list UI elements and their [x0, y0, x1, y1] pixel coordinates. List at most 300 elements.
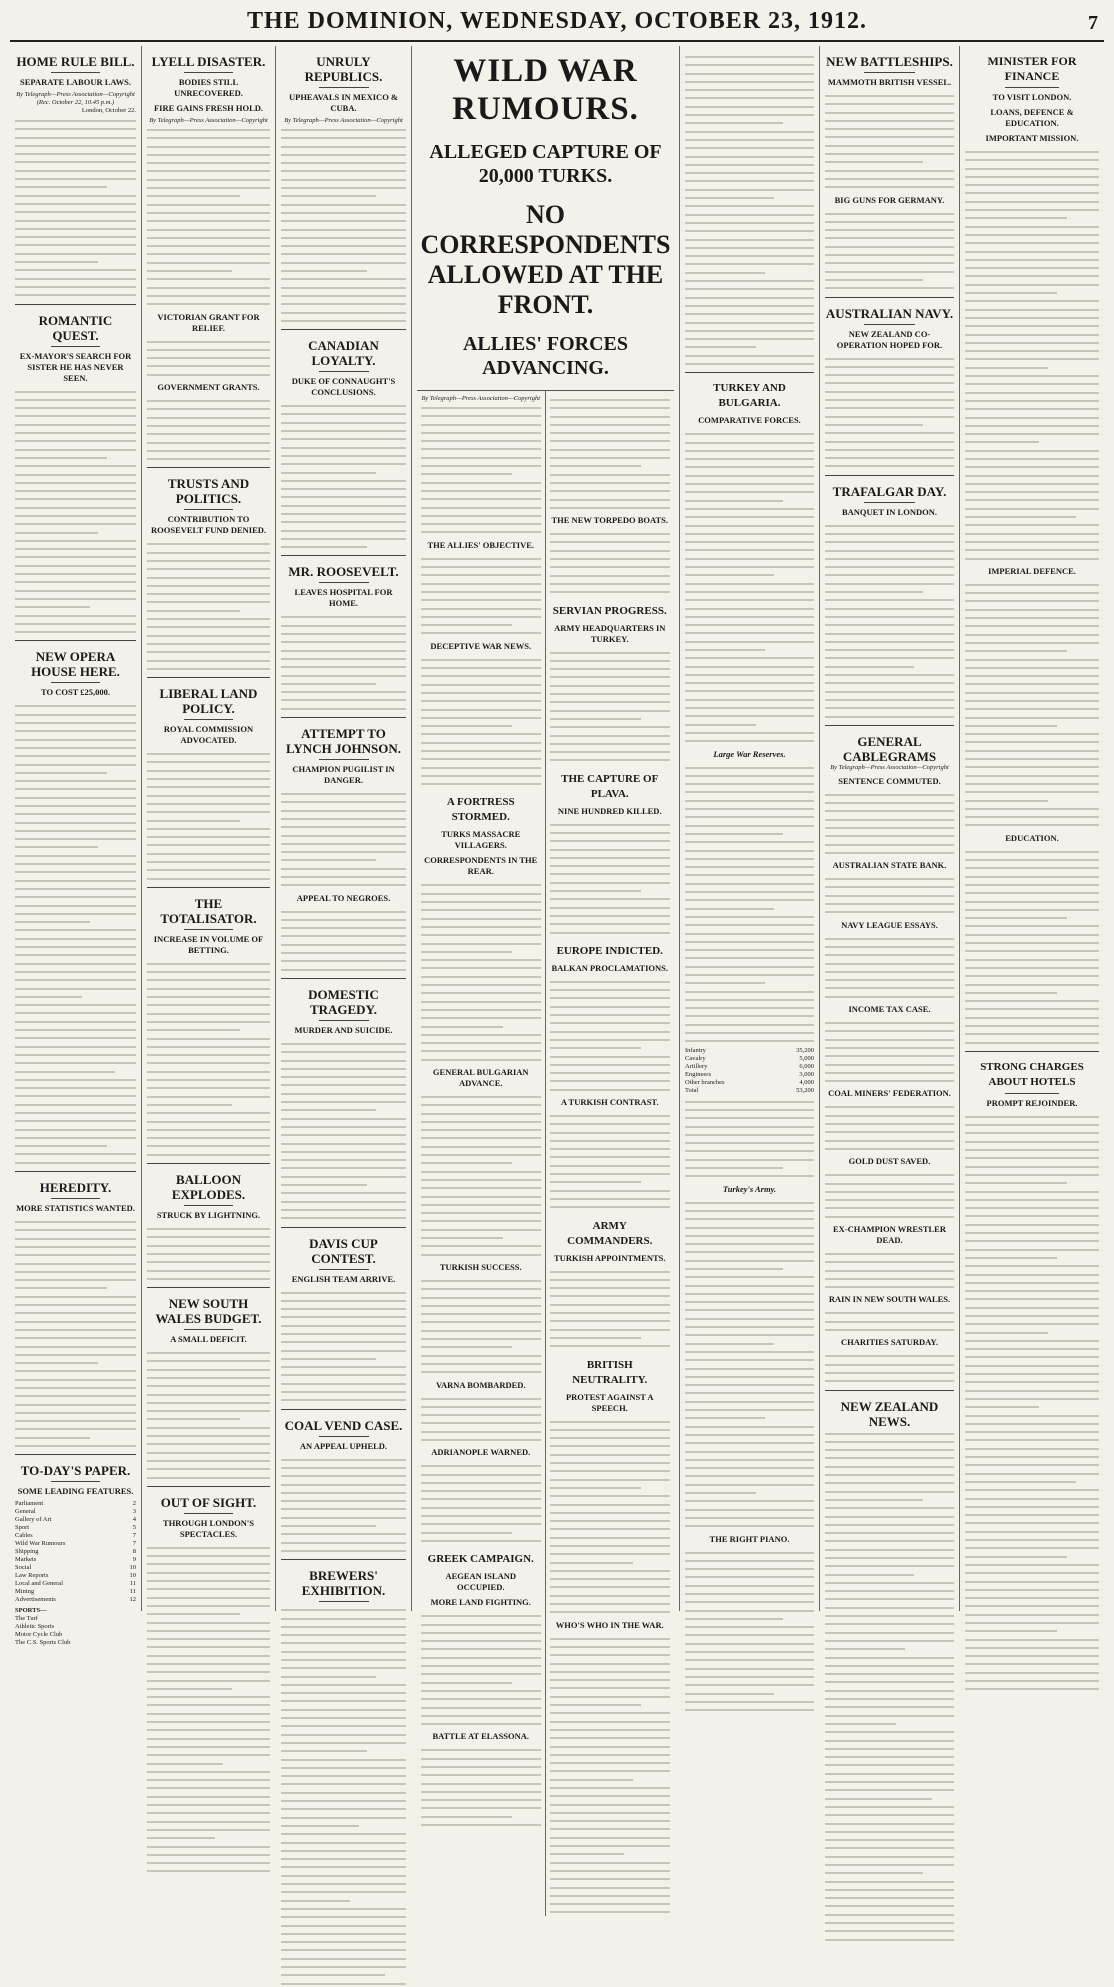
text-line	[685, 912, 814, 920]
contents-table	[15, 1500, 136, 1604]
text-line	[281, 1488, 406, 1496]
text-line	[421, 1669, 541, 1677]
text-line	[550, 529, 671, 537]
text-line	[147, 1133, 270, 1141]
article-text	[421, 1394, 541, 1444]
contents-label: Wild War Rumours	[15, 1540, 66, 1548]
article-text	[825, 874, 954, 915]
text-line	[550, 1725, 671, 1733]
text-line	[685, 1480, 814, 1488]
text-line	[281, 1721, 406, 1729]
text-line	[685, 268, 765, 276]
text-line	[685, 678, 814, 686]
article-text	[421, 1745, 541, 1828]
text-line	[965, 354, 1099, 362]
text-line	[965, 1203, 1099, 1211]
text-line	[147, 1356, 270, 1364]
text-line	[147, 1009, 270, 1017]
text-line	[965, 771, 1099, 779]
article-text	[281, 1605, 406, 1987]
text-line	[685, 1556, 814, 1564]
text-line	[685, 1639, 814, 1647]
text-line	[685, 210, 814, 218]
article-text	[421, 655, 541, 788]
text-line	[421, 428, 541, 436]
text-line	[685, 804, 814, 812]
text-line	[15, 701, 136, 709]
headline: BALLOON EXPLODES.	[171, 1172, 246, 1203]
contents-page: 11	[129, 1580, 136, 1588]
text-line	[685, 970, 814, 978]
text-line	[147, 1414, 240, 1422]
text-line	[421, 1754, 541, 1762]
text-line	[281, 1846, 406, 1854]
headline: HOME RULE BILL.	[16, 54, 135, 69]
text-line	[147, 1576, 270, 1584]
text-line	[281, 509, 406, 517]
text-line	[550, 1202, 671, 1210]
text-line	[281, 459, 406, 467]
text-line	[685, 143, 814, 151]
text-line	[15, 1308, 136, 1316]
text-line	[965, 1394, 1099, 1402]
contents-page: 7	[132, 1540, 136, 1548]
text-line	[281, 1672, 376, 1680]
text-line	[15, 116, 136, 124]
text-line	[281, 831, 406, 839]
text-line	[147, 774, 270, 782]
text-line	[15, 1416, 136, 1424]
text-line	[825, 1035, 954, 1043]
text-line	[825, 1827, 954, 1835]
text-line	[281, 1663, 406, 1671]
text-line	[147, 1125, 270, 1133]
text-line	[825, 99, 954, 107]
text-line	[281, 542, 367, 550]
text-line	[965, 1435, 1099, 1443]
subheadline: IMPERIAL DEFENCE.	[988, 565, 1076, 576]
text-line	[550, 861, 671, 869]
text-line	[550, 453, 671, 461]
text-line	[281, 1829, 406, 1837]
text-line	[825, 209, 954, 217]
text-line	[685, 771, 814, 779]
text-line	[550, 1733, 671, 1741]
text-line	[550, 1524, 671, 1532]
subheadline: PROTEST AGAINST A SPEECH.	[565, 1391, 654, 1413]
text-line	[825, 412, 954, 420]
text-line	[550, 755, 671, 763]
text-line	[147, 1473, 270, 1481]
text-line	[421, 461, 541, 469]
text-line	[147, 142, 270, 150]
text-line	[965, 1469, 1099, 1477]
text-line	[550, 1267, 671, 1275]
text-line	[281, 208, 406, 216]
text-line	[685, 854, 814, 862]
text-line	[281, 1929, 406, 1937]
text-line	[421, 1309, 541, 1317]
text-line	[421, 963, 541, 971]
text-line	[281, 1370, 406, 1378]
text-line	[281, 704, 406, 712]
text-line	[825, 983, 954, 991]
text-line	[965, 188, 1099, 196]
article-text	[825, 790, 954, 856]
text-line	[965, 371, 1099, 379]
text-line	[550, 579, 671, 587]
text-line	[421, 444, 541, 452]
text-line	[147, 581, 270, 589]
text-line	[965, 1336, 1099, 1344]
text-line	[281, 621, 406, 629]
text-line	[825, 242, 954, 250]
table-row	[15, 1524, 136, 1532]
text-line	[15, 892, 136, 900]
text-line	[15, 420, 136, 428]
text-line	[685, 1330, 814, 1338]
text-line	[147, 1241, 270, 1249]
text-line	[550, 1491, 671, 1499]
subheadline: SEPARATE LABOUR LAWS.	[20, 77, 131, 87]
text-line	[421, 1787, 541, 1795]
text-line	[685, 579, 814, 587]
text-line	[147, 1833, 215, 1841]
war-banner-correspondents: NO CORRESPONDENTS ALLOWED AT THE FRONT.	[420, 200, 671, 319]
subheadline: UPHEAVALS IN MEXICO & CUBA.	[288, 92, 399, 113]
text-line	[281, 646, 406, 654]
text-line	[421, 754, 541, 762]
text-line	[421, 1192, 541, 1200]
article-text	[550, 1111, 671, 1211]
text-line	[147, 1593, 270, 1601]
war-right-column	[546, 391, 675, 1916]
text-line	[281, 492, 406, 500]
text-line	[421, 663, 541, 671]
text-line	[147, 1439, 270, 1447]
text-line	[281, 872, 406, 880]
text-line	[281, 1072, 406, 1080]
text-line	[421, 779, 541, 787]
text-line	[965, 1676, 1099, 1684]
text-line	[825, 604, 954, 612]
text-line	[147, 258, 270, 266]
text-line	[685, 1422, 814, 1430]
text-line	[147, 175, 270, 183]
masthead-title: THE DOMINION, WEDNESDAY, OCTOBER 23, 1912.	[246, 8, 868, 34]
text-line	[281, 1529, 406, 1537]
text-line	[421, 988, 541, 996]
text-line	[15, 934, 136, 942]
text-line	[965, 1220, 1099, 1228]
text-line	[147, 1092, 270, 1100]
text-line	[550, 845, 671, 853]
text-line	[147, 1551, 270, 1559]
text-line	[965, 1187, 1099, 1195]
text-line	[685, 662, 814, 670]
text-line	[15, 876, 136, 884]
text-line	[825, 1669, 954, 1677]
text-line	[421, 1334, 541, 1342]
contents-label: Local and General	[15, 1580, 64, 1588]
text-line	[421, 486, 541, 494]
text-line	[825, 1376, 954, 1384]
text-line	[685, 1430, 814, 1438]
table-row	[15, 1532, 136, 1540]
text-line	[421, 1803, 541, 1811]
text-line	[685, 945, 814, 953]
article-text	[281, 125, 406, 324]
text-line	[685, 60, 814, 68]
text-line	[281, 1139, 406, 1147]
text-line	[421, 771, 541, 779]
text-line	[965, 1211, 1099, 1219]
text-line	[550, 664, 671, 672]
subheadline: DUKE OF CONNAUGHT'S CONCLUSIONS.	[291, 376, 396, 398]
text-line	[15, 1017, 136, 1025]
text-line	[281, 1387, 406, 1395]
text-line	[147, 539, 270, 547]
text-line	[147, 361, 270, 369]
text-line	[15, 925, 136, 933]
text-line	[550, 1060, 671, 1068]
text-line	[965, 897, 1099, 905]
text-line	[825, 1653, 954, 1661]
text-line	[685, 1239, 814, 1247]
text-line	[281, 1904, 406, 1912]
text-line	[281, 249, 406, 257]
text-line	[825, 1727, 954, 1735]
text-line	[421, 1183, 541, 1191]
text-line	[685, 512, 814, 520]
text-line	[421, 1528, 512, 1536]
text-line	[281, 695, 406, 703]
text-line	[147, 589, 270, 597]
text-line	[685, 1564, 814, 1572]
text-line	[147, 807, 270, 815]
text-line	[965, 155, 1099, 163]
text-line	[550, 1119, 671, 1127]
text-line	[825, 848, 954, 856]
text-line	[965, 454, 1099, 462]
article-text	[147, 337, 270, 378]
text-line	[685, 1113, 814, 1121]
text-line	[15, 216, 136, 224]
article-text	[15, 701, 136, 1166]
text-line	[281, 1213, 406, 1221]
text-line	[965, 1270, 1099, 1278]
headline: TO-DAY'S PAPER.	[20, 1463, 131, 1479]
text-line	[421, 746, 541, 754]
text-line	[550, 1010, 671, 1018]
text-line	[965, 646, 1067, 654]
text-line	[15, 569, 136, 577]
text-line	[965, 988, 1057, 996]
text-line	[685, 554, 814, 562]
text-line	[15, 1366, 136, 1374]
text-line	[825, 1528, 954, 1536]
text-line	[147, 1783, 270, 1791]
article-text	[421, 880, 541, 1063]
article-text	[147, 959, 270, 1158]
text-line	[281, 1979, 406, 1987]
text-line	[281, 1755, 406, 1763]
article-text	[550, 529, 671, 595]
text-line	[685, 837, 814, 845]
text-line	[550, 672, 671, 680]
text-line	[825, 703, 954, 711]
text-line	[685, 1380, 814, 1388]
headline: DOMESTIC TRAGEDY.	[308, 986, 379, 1017]
text-line	[550, 1758, 671, 1766]
text-line	[825, 1195, 954, 1203]
text-line	[965, 1303, 1099, 1311]
text-line	[281, 1912, 406, 1920]
text-line	[550, 1085, 671, 1093]
text-line	[147, 631, 270, 639]
text-line	[550, 1035, 671, 1043]
table-cell: Cavalry	[685, 1054, 706, 1062]
text-line	[421, 1359, 541, 1367]
text-line	[421, 494, 541, 502]
text-line	[281, 1630, 406, 1638]
text-line	[965, 1444, 1099, 1452]
text-line	[825, 1503, 954, 1511]
text-line	[147, 975, 270, 983]
text-line	[15, 133, 136, 141]
text-line	[825, 1885, 954, 1893]
article-text	[685, 763, 814, 1045]
text-line	[15, 1116, 136, 1124]
text-line	[685, 1438, 814, 1446]
text-line	[965, 429, 1099, 437]
text-line	[147, 1058, 270, 1066]
text-line	[550, 1417, 671, 1425]
text-line	[965, 1543, 1099, 1551]
text-line	[147, 1381, 270, 1389]
text-line	[825, 1594, 954, 1602]
text-line	[825, 1802, 954, 1810]
text-line	[281, 283, 406, 291]
text-line	[965, 1510, 1099, 1518]
text-line	[421, 1200, 541, 1208]
text-line	[281, 662, 406, 670]
column-2	[142, 46, 276, 1611]
text-line	[685, 152, 814, 160]
text-line	[825, 1877, 954, 1885]
text-line	[15, 718, 136, 726]
text-line	[421, 763, 541, 771]
text-line	[965, 421, 1099, 429]
article-text	[685, 1198, 814, 1530]
text-line	[550, 1136, 671, 1144]
text-line	[685, 259, 814, 267]
text-line	[550, 1675, 671, 1683]
text-line	[15, 1033, 136, 1041]
text-line	[965, 379, 1099, 387]
text-line	[147, 1224, 270, 1232]
text-line	[421, 527, 541, 535]
column-8	[960, 46, 1104, 1611]
table-row	[685, 1063, 814, 1071]
text-line	[685, 695, 814, 703]
text-line	[685, 1581, 814, 1589]
text-line	[965, 1294, 1099, 1302]
article-text	[825, 1351, 954, 1384]
text-line	[825, 1719, 896, 1727]
text-line	[965, 1344, 1099, 1352]
table-row	[685, 1055, 814, 1063]
text-line	[965, 855, 1099, 863]
text-line	[15, 1317, 136, 1325]
text-line	[15, 1067, 115, 1075]
text-line	[965, 213, 1067, 221]
text-line	[965, 263, 1099, 271]
table-cell: 4,000	[799, 1078, 814, 1086]
text-line	[15, 1000, 136, 1008]
text-line	[550, 1833, 671, 1841]
text-line	[281, 1172, 406, 1180]
text-line	[825, 1918, 954, 1926]
text-line	[421, 1005, 541, 1013]
text-line	[965, 804, 1099, 812]
text-line	[550, 869, 671, 877]
text-line	[421, 436, 541, 444]
text-line	[550, 1043, 642, 1051]
text-line	[550, 1475, 671, 1483]
text-line	[685, 1622, 814, 1630]
text-line	[685, 521, 814, 529]
text-line	[421, 1030, 541, 1038]
text-line	[825, 233, 954, 241]
text-line	[825, 1852, 954, 1860]
text-line	[965, 671, 1099, 679]
text-line	[825, 395, 954, 403]
text-line	[965, 696, 1099, 704]
text-line	[550, 731, 671, 739]
text-line	[685, 1146, 814, 1154]
text-line	[685, 1397, 814, 1405]
text-line	[550, 1177, 642, 1185]
text-line	[685, 1705, 814, 1713]
text-line	[685, 895, 814, 903]
text-line	[550, 1883, 671, 1891]
text-line	[685, 812, 814, 820]
text-line	[281, 814, 406, 822]
text-line	[281, 1937, 406, 1945]
text-line	[281, 1945, 406, 1953]
text-line	[825, 1437, 954, 1445]
text-line	[965, 963, 1099, 971]
text-line	[825, 1453, 954, 1461]
text-line	[965, 446, 1099, 454]
text-line	[281, 1713, 406, 1721]
text-line	[147, 158, 270, 166]
sports-item: The Turf	[15, 1615, 38, 1623]
text-line	[147, 1117, 270, 1125]
text-line	[550, 1425, 671, 1433]
text-line	[550, 977, 671, 985]
text-line	[685, 953, 814, 961]
text-line	[965, 713, 1099, 721]
text-line	[15, 776, 136, 784]
subheadline: CONTRIBUTION TO ROOSEVELT FUND DENIED.	[150, 514, 266, 536]
text-line	[685, 251, 814, 259]
headline: UNRULY REPUBLICS.	[304, 54, 383, 84]
article-text	[281, 1288, 406, 1404]
text-line	[421, 1046, 541, 1054]
text-line	[15, 403, 136, 411]
